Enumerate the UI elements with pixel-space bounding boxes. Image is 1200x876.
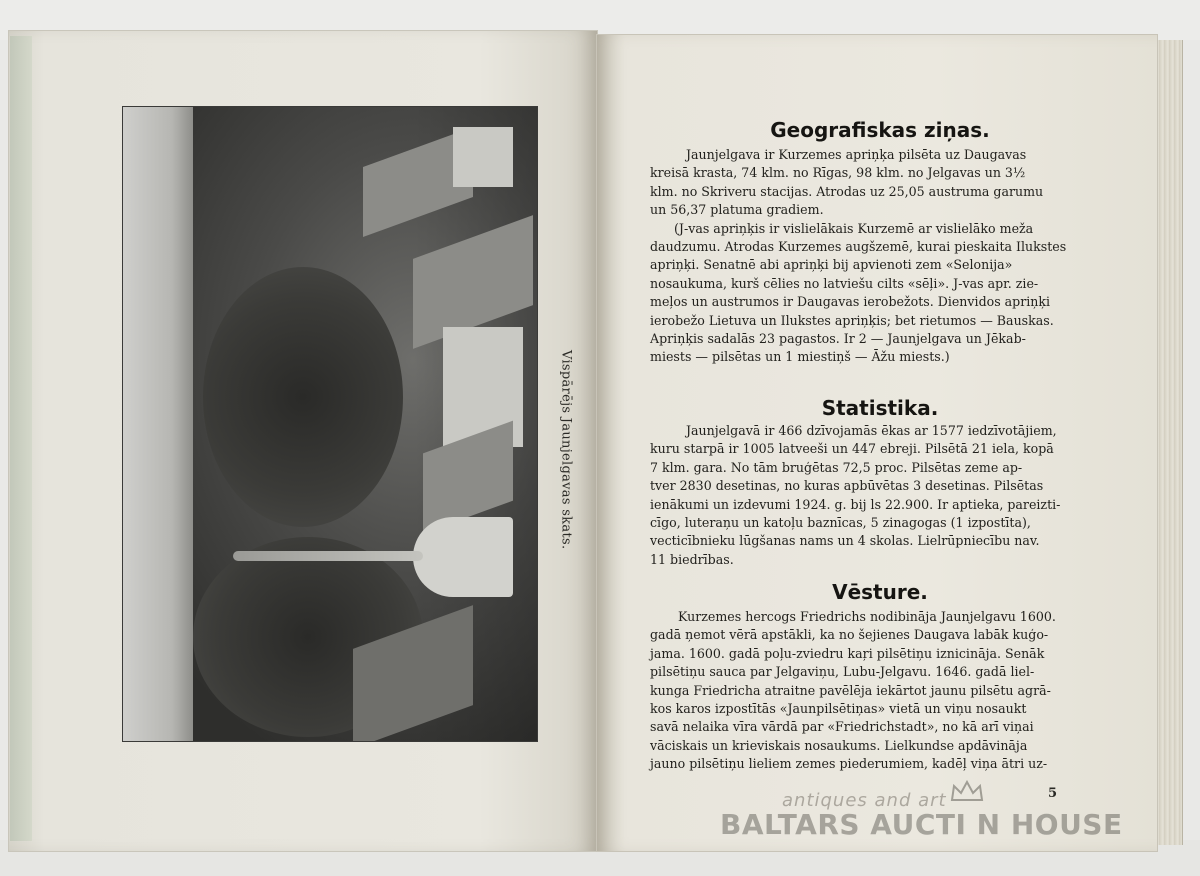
text-line: Apriņķis sadalās 23 pagastos. Ir 2 — Jaunjelgava un Jēkab- (650, 331, 1026, 347)
text-line: klm. no Skriveru stacijas. Atrodas uz 25,05 austruma garumu (650, 183, 1044, 199)
text-line: jauno pilsētiņu lieliem zemes piederumiem, kadēļ viņa ātri uz- (650, 756, 1048, 772)
text-line: ierobežo Lietuva un Ilukstes apriņķis; bet rietumos — Bauskas. (650, 312, 1054, 328)
text-line: un 56,37 platuma gradiem. (650, 202, 824, 218)
text-line: nosaukuma, kurš cēlies no latviešu cilts «sēļi». J-vas apr. zie- (650, 275, 1039, 291)
crown-icon (950, 780, 984, 802)
section-body-vesture (650, 608, 1070, 774)
text-line: Jaunjelgavā ir 466 dzīvojamās ēkas ar 1577 iedzīvotājiem, (686, 423, 1057, 438)
text-line: gadā ņemot vērā apstākli, ka no šejienes Daugava labāk kuģo- (650, 627, 1049, 643)
text-line: Jaunjelgava ir Kurzemes apriņķa pilsēta uz Daugavas (686, 147, 1027, 162)
text-line: apriņķi. Senatnē abi apriņķi bij apvienoti zem «Selonija» (650, 257, 1013, 273)
photo-caption: Vispārējs Jaunjelgavas skats. (558, 350, 574, 550)
text-line: tver 2830 desetinas, no kuras apbūvētas 3 desetinas. Pilsētas (650, 478, 1044, 494)
text-line: kunga Friedricha atraitne pavēlēja iekārtot jaunu pilsētu agrā- (650, 682, 1051, 698)
text-line: (J-vas apriņķis ir vislielākais Kurzemē ar vislielāko meža (674, 220, 1034, 236)
watermark-tagline: antiques and art (782, 790, 947, 811)
text-line: kreisā krasta, 74 klm. no Rīgas, 98 klm. no Jelgavas un 3½ (650, 165, 1026, 181)
text-line: cīgo, luteraņu un katoļu baznīcas, 5 zinagogas (1 izpostīta), (650, 515, 1031, 531)
text-line: vāciskais un krieviskais nosaukums. Lielkundse apdāvināja (650, 737, 1028, 753)
photo-building (453, 127, 513, 187)
text-line: kos karos izpostītās «Jaunpilsētiņas» vietā un viņu nosaukt (650, 701, 1027, 717)
section-heading-vesture: Vēsture. (832, 580, 928, 604)
text-line: 11 biedrības. (650, 551, 734, 567)
text-line: kuru starpā ir 1005 latveeši un 447 ebreji. Pilsētā 21 iela, kopā (650, 441, 1054, 457)
text-line: daudzumu. Atrodas Kurzemes augšzemē, kurai pieskaita Ilukstes (650, 239, 1067, 255)
text-line: savā nelaika vīra vārdā par «Friedrichstadt», no kā arī viņai (650, 719, 1034, 735)
text-line: vecticībnieku lūgšanas nams un 4 skolas. Lielrūpniecību nav. (650, 533, 1040, 549)
text-line: meļos un austrumos ir Daugavas ierobežots. Dienvidos apriņķi (650, 294, 1051, 310)
photo-church (413, 517, 513, 597)
text-line: pilsētiņu sauca par Jelgaviņu, Lubu-Jelgavu. 1646. gadā liel- (650, 664, 1035, 680)
photo-trees (203, 267, 403, 527)
text-line: miests — pilsētas un 1 miestiņš — Āžu miests.) (650, 349, 950, 365)
left-page-edge (10, 36, 32, 841)
watermark-brand: BALTARS AUCTI N HOUSE (720, 808, 1123, 841)
section-body-geografiskas (650, 146, 1070, 367)
section-heading-statistika: Statistika. (821, 396, 939, 420)
text-line: jama. 1600. gadā poļu-zviedru kaŗi pilsētiņu iznicināja. Senāk (650, 645, 1045, 661)
page-number: 5 (1048, 786, 1058, 801)
text-line: ienākumi un izdevumi 1924. g. bij ls 22.900. Ir aptieka, pareizti- (650, 496, 1061, 512)
section-heading-geografiskas: Geografiskas ziņas. (770, 118, 990, 142)
text-line: Kurzemes hercogs Friedrichs nodibināja Jaunjelgavu 1600. (678, 609, 1056, 624)
town-photograph (122, 106, 538, 742)
text-line: 7 klm. gara. No tām bruģētas 72,5 proc. Pilsētas zeme ap- (650, 459, 1023, 475)
section-body-statistika (650, 422, 1070, 569)
photo-church-spire (233, 551, 423, 561)
photo-sky (123, 107, 193, 741)
